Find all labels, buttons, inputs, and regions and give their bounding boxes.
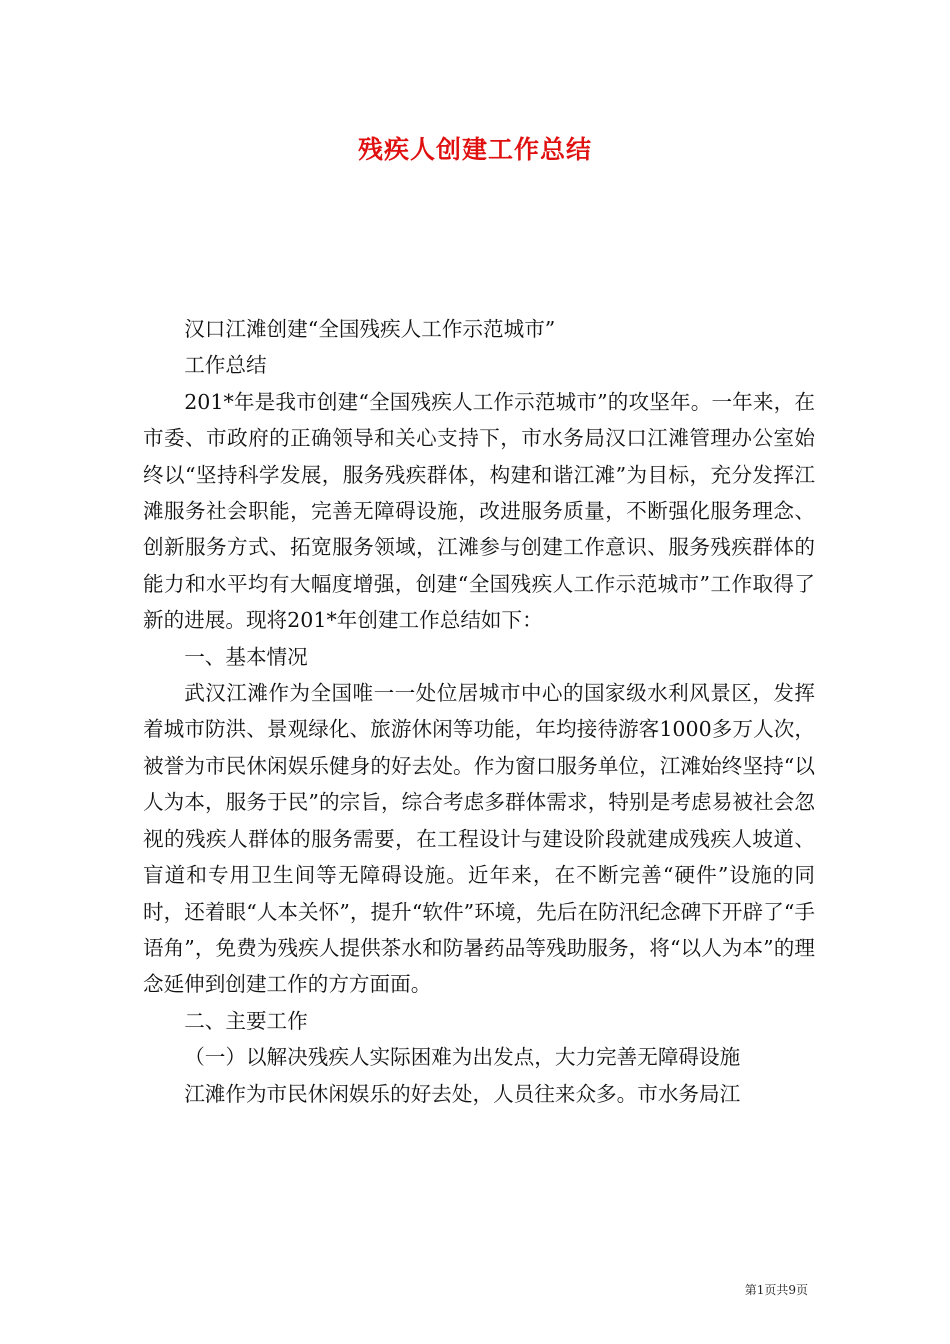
section-heading-basic: 一、基本情况 [184,644,308,669]
page-indicator: 第1页共9页 [744,1283,808,1297]
document-title: 残疾人创建工作总结 [357,135,592,164]
paragraph-subtitle-line1: 汉口江滩创建“全国残疾人工作示范城市” [184,317,556,341]
paragraph-main-work: 江滩作为市民休闲娱乐的好去处，人员往来众多。市水务局江 [184,1081,741,1106]
section-heading-main-work: 二、主要工作 [184,1008,308,1033]
paragraph-intro: 201*年是我市创建“全国残疾人工作示范城市”的攻坚年。一年来，在市委、市政府的正确领导和关心支持下，市水务局汉口江滩管理办公室始终以“坚持科学发展，服务残疾群体，构建和谐江滩”为目标，充分发挥江滩服务社会职能，完善无障碍设施，改进服务质量，不断强化服务理念、创新服务方式、拓宽服务领域，江滩参与创建工作意识、服务残疾群体的能力和水平均有大幅度增强，创建“全国残疾人工作示范城市”工作取得了新的进展。现将201*年创建工作总结如下： [143,389,815,633]
paragraph-subtitle-line2: 工作总结 [184,353,267,378]
document-body [143,311,815,1112]
subsection-heading-1: （一）以解决残疾人实际困难为出发点，大力完善无障碍设施 [184,1045,741,1070]
paragraph-basic-situation: 武汉江滩作为全国唯一一处位居城市中心的国家级水利风景区，发挥着城市防洪、景观绿化、旅游休闲等功能，年均接待游客1000多万人次，被誉为市民休闲娱乐健身的好去处。作为窗口服务单位，江滩始终坚持“以人为本，服务于民”的宗旨，综合考虑多群体需求，特别是考虑易被社会忽视的残疾人群体的服务需要，在工程设计与建设阶段就建成残疾人坡道、盲道和专用卫生间等无障碍设施。近年来，在不断完善“硬件”设施的同时，还着眼“人本关怀”，提升“软件”环境，先后在防汛纪念碑下开辟了“手语角”，免费为残疾人提供茶水和防暑药品等残助服务，将“以人为本”的理念延伸到创建工作的方方面面。 [143,681,815,997]
